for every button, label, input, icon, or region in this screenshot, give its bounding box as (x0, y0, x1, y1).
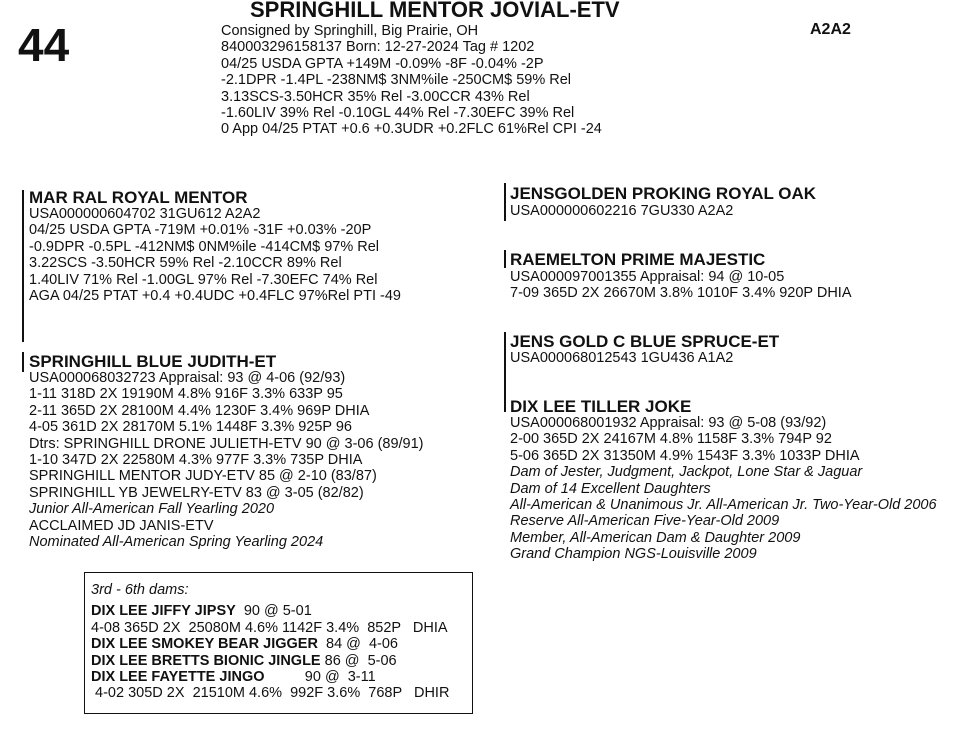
dam-dam-note: Member, All-American Dam & Daughter 2009 (510, 529, 801, 546)
sire-dpr-line: -0.9DPR -0.5PL -412NM$ 0NM%ile -414CM$ 97% Rel (29, 238, 380, 255)
sire-sire-id-line: USA000000602216 7GU330 A2A2 (510, 203, 734, 219)
sire-dam-bracket (504, 250, 506, 268)
dam-sire-bracket (504, 332, 506, 412)
ancestral-dam-row (91, 636, 449, 652)
dam-dam-record-line: 5-06 365D 2X 31350M 4.9% 1543F 3.3% 1033P DHIA (510, 447, 860, 464)
sire-sire-info (510, 203, 733, 219)
sire-liv-line: 1.40LIV 71% Rel -1.00GL 97% Rel -7.30EFC 74% Rel (29, 271, 378, 288)
dpr-line: -2.1DPR -1.4PL -238NM$ 3NM%ile -250CM$ 59% Rel (221, 72, 572, 89)
genotype: A2A2 (810, 21, 851, 38)
id-born-line: 840003296158137 Born: 12-27-2024 Tag # 1202 (221, 39, 535, 56)
ancestral-dams-heading: 3rd - 6th dams: (91, 582, 189, 598)
sire-dam-name: RAEMELTON PRIME MAJESTIC (510, 250, 766, 269)
ancestral-dam-name: DIX LEE SMOKEY BEAR JIGGER (91, 636, 318, 653)
sire-dam-info (510, 269, 852, 302)
dam-sire-name: JENS GOLD C BLUE SPRUCE-ET (510, 332, 780, 351)
dam-dam-note: Dam of 14 Excellent Daughters (510, 480, 711, 497)
ancestral-dam-name: DIX LEE JIFFY JIPSY (91, 603, 236, 620)
sire-dam-appraisal-line: USA000097001355 Appraisal: 94 @ 10-05 (510, 269, 785, 285)
dam-record-line: 1-10 347D 2X 22580M 4.3% 977F 3.3% 735P DHIA (29, 452, 363, 469)
dam-dam-appraisal-line: USA000068001932 Appraisal: 93 @ 5-08 (93/92) (510, 415, 827, 431)
consigned-line: Consigned by Springhill, Big Prairie, OH (221, 23, 479, 39)
gpta-line: 04/25 USDA GPTA +149M -0.09% -8F -0.04% -2P (221, 55, 544, 72)
sire-name: MAR RAL ROYAL MENTOR (29, 188, 248, 207)
dam-info (29, 370, 424, 550)
dam-record-line: 1-11 318D 2X 19190M 4.8% 916F 3.3% 633P 95 (29, 386, 343, 403)
sire-gpta-line: 04/25 USDA GPTA -719M +0.01% -31F +0.03% -20P (29, 222, 372, 239)
ancestral-dam-row (91, 685, 449, 701)
ancestral-dam-name: DIX LEE FAYETTE JINGO (91, 669, 265, 686)
dam-daughter-line: Dtrs: SPRINGHILL DRONE JULIETH-ETV 90 @ 3-06 (89/91) (29, 435, 424, 452)
ancestral-dam-info: 84 @ 4-06 (317, 636, 398, 653)
sire-sire-bracket (504, 183, 506, 221)
sire-sire-name: JENSGOLDEN PROKING ROYAL OAK (510, 184, 817, 203)
sire-bracket (22, 190, 24, 342)
dam-dam-note: All-American & Unanimous Jr. All-American Jr. Two-Year-Old 2006 (510, 497, 937, 514)
ancestral-dam-row (91, 653, 449, 669)
dam-sire-id-line: USA000068012543 1GU436 A1A2 (510, 350, 734, 366)
dam-name: SPRINGHILL BLUE JUDITH-ET (29, 352, 277, 371)
sire-id-line: USA000000604702 31GU612 A2A2 (29, 206, 261, 222)
dam-daughter-line: SPRINGHILL YB JEWELRY-ETV 83 @ 3-05 (82/82) (29, 484, 364, 501)
ancestral-dam-info: 90 @ 3-11 (264, 669, 376, 686)
ancestral-dam-row (91, 620, 449, 636)
sire-info (29, 206, 401, 304)
dam-note-italic: Nominated All-American Spring Yearling 2024 (29, 534, 324, 551)
animal-title: SPRINGHILL MENTOR JOVIAL-ETV (250, 0, 620, 22)
ancestral-dams-box (84, 572, 473, 714)
dam-dam-info (510, 415, 937, 563)
dam-sire-info (510, 350, 733, 366)
ancestral-dam-row (91, 603, 449, 619)
dam-note: ACCLAIMED JD JANIS-ETV (29, 517, 214, 534)
ancestral-dam-name: DIX LEE BRETTS BIONIC JINGLE (91, 652, 321, 669)
dam-note-italic: Junior All-American Fall Yearling 2020 (29, 501, 275, 518)
ptat-line: 0 App 04/25 PTAT +0.6 +0.3UDR +0.2FLC 61%Rel CPI -24 (221, 121, 602, 138)
sire-ptat-line: AGA 04/25 PTAT +0.4 +0.4UDC +0.4FLC 97%Rel PTI -49 (29, 288, 401, 305)
sire-scs-line: 3.22SCS -3.50HCR 59% Rel -2.10CCR 89% Rel (29, 255, 342, 272)
dam-appraisal-line: USA000068032723 Appraisal: 93 @ 4-06 (92/93) (29, 370, 346, 386)
ancestral-dam-row (91, 669, 449, 685)
ancestral-dam-info: 4-02 305D 2X 21510M 4.6% 992F 3.6% 768P DHIR (91, 685, 450, 702)
header-info (221, 23, 602, 138)
dam-dam-note: Grand Champion NGS-Louisville 2009 (510, 546, 757, 563)
scs-line: 3.13SCS-3.50HCR 35% Rel -3.00CCR 43% Rel (221, 88, 530, 105)
dam-record-line: 4-05 361D 2X 28170M 5.1% 1448F 3.3% 925P 96 (29, 419, 352, 436)
lot-number: 44 (18, 19, 70, 71)
dam-dam-name: DIX LEE TILLER JOKE (510, 397, 692, 416)
ancestral-dam-info: 4-08 365D 2X 25080M 4.6% 1142F 3.4% 852P DHIA (91, 619, 448, 636)
sire-dam-record-line: 7-09 365D 2X 26670M 3.8% 1010F 3.4% 920P DHIA (510, 285, 852, 302)
dam-record-line: 2-11 365D 2X 28100M 4.4% 1230F 3.4% 969P DHIA (29, 402, 370, 419)
liv-line: -1.60LIV 39% Rel -0.10GL 44% Rel -7.30EFC 39% Rel (221, 105, 575, 122)
dam-dam-record-line: 2-00 365D 2X 24167M 4.8% 1158F 3.3% 794P 92 (510, 431, 832, 448)
dam-daughter-line: SPRINGHILL MENTOR JUDY-ETV 85 @ 2-10 (83/87) (29, 468, 377, 485)
dam-dam-note: Dam of Jester, Judgment, Jackpot, Lone Star & Jaguar (510, 464, 863, 481)
ancestral-dam-info: 86 @ 5-06 (320, 652, 397, 669)
ancestral-dam-info: 90 @ 5-01 (235, 603, 312, 620)
dam-bracket (22, 352, 24, 372)
dam-dam-note: Reserve All-American Five-Year-Old 2009 (510, 513, 780, 530)
